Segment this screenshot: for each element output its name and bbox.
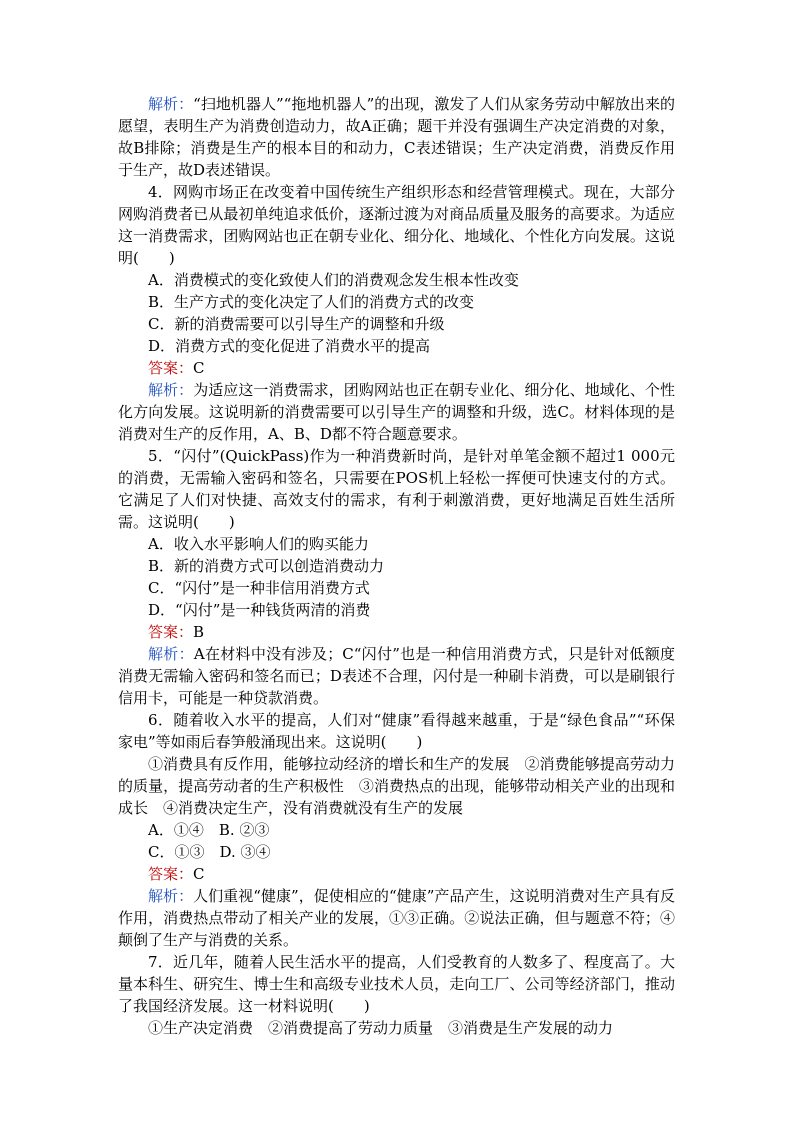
analysis-label: 解析： bbox=[148, 887, 194, 905]
q4-option-a: A．消费模式的变化致使人们的消费观念发生根本性改变 bbox=[148, 271, 519, 289]
q4-stem: 4．网购市场正在改变着中国传统生产组织形态和经营管理模式。现在，大部分网购消费者已从最初单纯追求低价，逐渐过渡为对商品质量及服务的高要求。为适应这一消费需求，团购网站也正在朝专业化、细分化、地域化、个性化方向发展。这说明( ) bbox=[118, 183, 675, 267]
q4-option-b: B．生产方式的变化决定了人们的消费方式的改变 bbox=[148, 293, 475, 311]
q6-statements: ①消费具有反作用，能够拉动经济的增长和生产的发展 ②消费能够提高劳动力的质量，提高劳动者的生产积极性 ③消费热点的出现，能够带动相关产业的出现和成长 ④消费决定生产，没有消费就没有生产的发展 bbox=[118, 755, 675, 817]
q4-answer bbox=[118, 357, 675, 379]
q6-options-row2: C．①③ D. ③④ bbox=[148, 843, 271, 861]
answer-label: 答案： bbox=[148, 623, 194, 641]
q6-analysis-text: 人们重视“健康”，促使相应的“健康”产品产生，这说明消费对生产具有反作用，消费热点带动了相关产业的发展，①③正确。②说法正确，但与题意不符；④颠倒了生产与消费的关系。 bbox=[118, 887, 675, 949]
q5-answer bbox=[118, 621, 675, 643]
q5-analysis-text: A在材料中没有涉及；C“闪付”也是一种信用消费方式，只是针对低额度消费无需输入密码和签名而已；D表述不合理，闪付是一种刷卡消费，可以是刷银行信用卡，可能是一种贷款消费。 bbox=[118, 645, 675, 707]
q5-option-a: A．收入水平影响人们的购买能力 bbox=[148, 535, 369, 553]
analysis-label: 解析： bbox=[148, 381, 194, 399]
q5-stem: 5．“闪付”(QuickPass)作为一种消费新时尚，是针对单笔金额不超过1 000元的消费，无需输入密码和签名，只需要在POS机上轻松一挥便可快速支付的方式。它满足了人们对快捷、高效支付的需求，有利于刺激消费，更好地满足百姓生活所需。这说明( ) bbox=[118, 447, 675, 531]
answer-label: 答案： bbox=[148, 865, 194, 883]
q7-stem: 7．近几年，随着人民生活水平的提高，人们受教育的人数多了、程度高了。大量本科生、研究生、博士生和高级专业技术人员，走向工厂、公司等经济部门，推动了我国经济发展。这一材料说明( ) bbox=[118, 953, 675, 1015]
document-body bbox=[118, 93, 675, 1039]
answer-label: 答案： bbox=[148, 359, 194, 377]
q5-option-b: B．新的消费方式可以创造消费动力 bbox=[148, 557, 385, 575]
analysis-label: 解析： bbox=[148, 95, 194, 113]
q3-analysis-text: “扫地机器人”“拖地机器人”的出现，激发了人们从家务劳动中解放出来的愿望，表明生产为消费创造动力，故A正确；题干并没有强调生产决定消费的对象，故B排除；消费是生产的根本目的和动力，C表述错误；生产决定消费，消费反作用于生产，故D表述错误。 bbox=[118, 95, 675, 179]
q6-answer-value: C bbox=[193, 865, 205, 883]
q4-analysis-text: 为适应这一消费需求，团购网站也正在朝专业化、细分化、地域化、个性化方向发展。这说明新的消费需要可以引导生产的调整和升级，选C。材料体现的是消费对生产的反作用，A、B、D都不符合题意要求。 bbox=[118, 381, 675, 443]
q6-stem: 6．随着收入水平的提高，人们对“健康”看得越来越重，于是“绿色食品”“环保家电”等如雨后春笋般涌现出来。这说明( ) bbox=[118, 711, 675, 751]
q6-options-row1: A．①④ B. ②③ bbox=[148, 821, 270, 839]
q4-answer-value: C bbox=[193, 359, 205, 377]
q6-analysis bbox=[118, 885, 675, 951]
q5-option-c: C．“闪付”是一种非信用消费方式 bbox=[148, 579, 370, 597]
q4-analysis bbox=[118, 379, 675, 445]
q5-analysis bbox=[118, 643, 675, 709]
q5-option-d: D．“闪付”是一种钱货两清的消费 bbox=[148, 601, 371, 619]
q7-statements: ①生产决定消费 ②消费提高了劳动力质量 ③消费是生产发展的动力 bbox=[148, 1019, 614, 1037]
q6-answer bbox=[118, 863, 675, 885]
analysis-label: 解析： bbox=[148, 645, 194, 663]
q3-analysis bbox=[118, 93, 675, 181]
q5-answer-value: B bbox=[193, 623, 205, 641]
q4-option-d: D．消费方式的变化促进了消费水平的提高 bbox=[148, 337, 431, 355]
q4-option-c: C．新的消费需要可以引导生产的调整和升级 bbox=[148, 315, 445, 333]
